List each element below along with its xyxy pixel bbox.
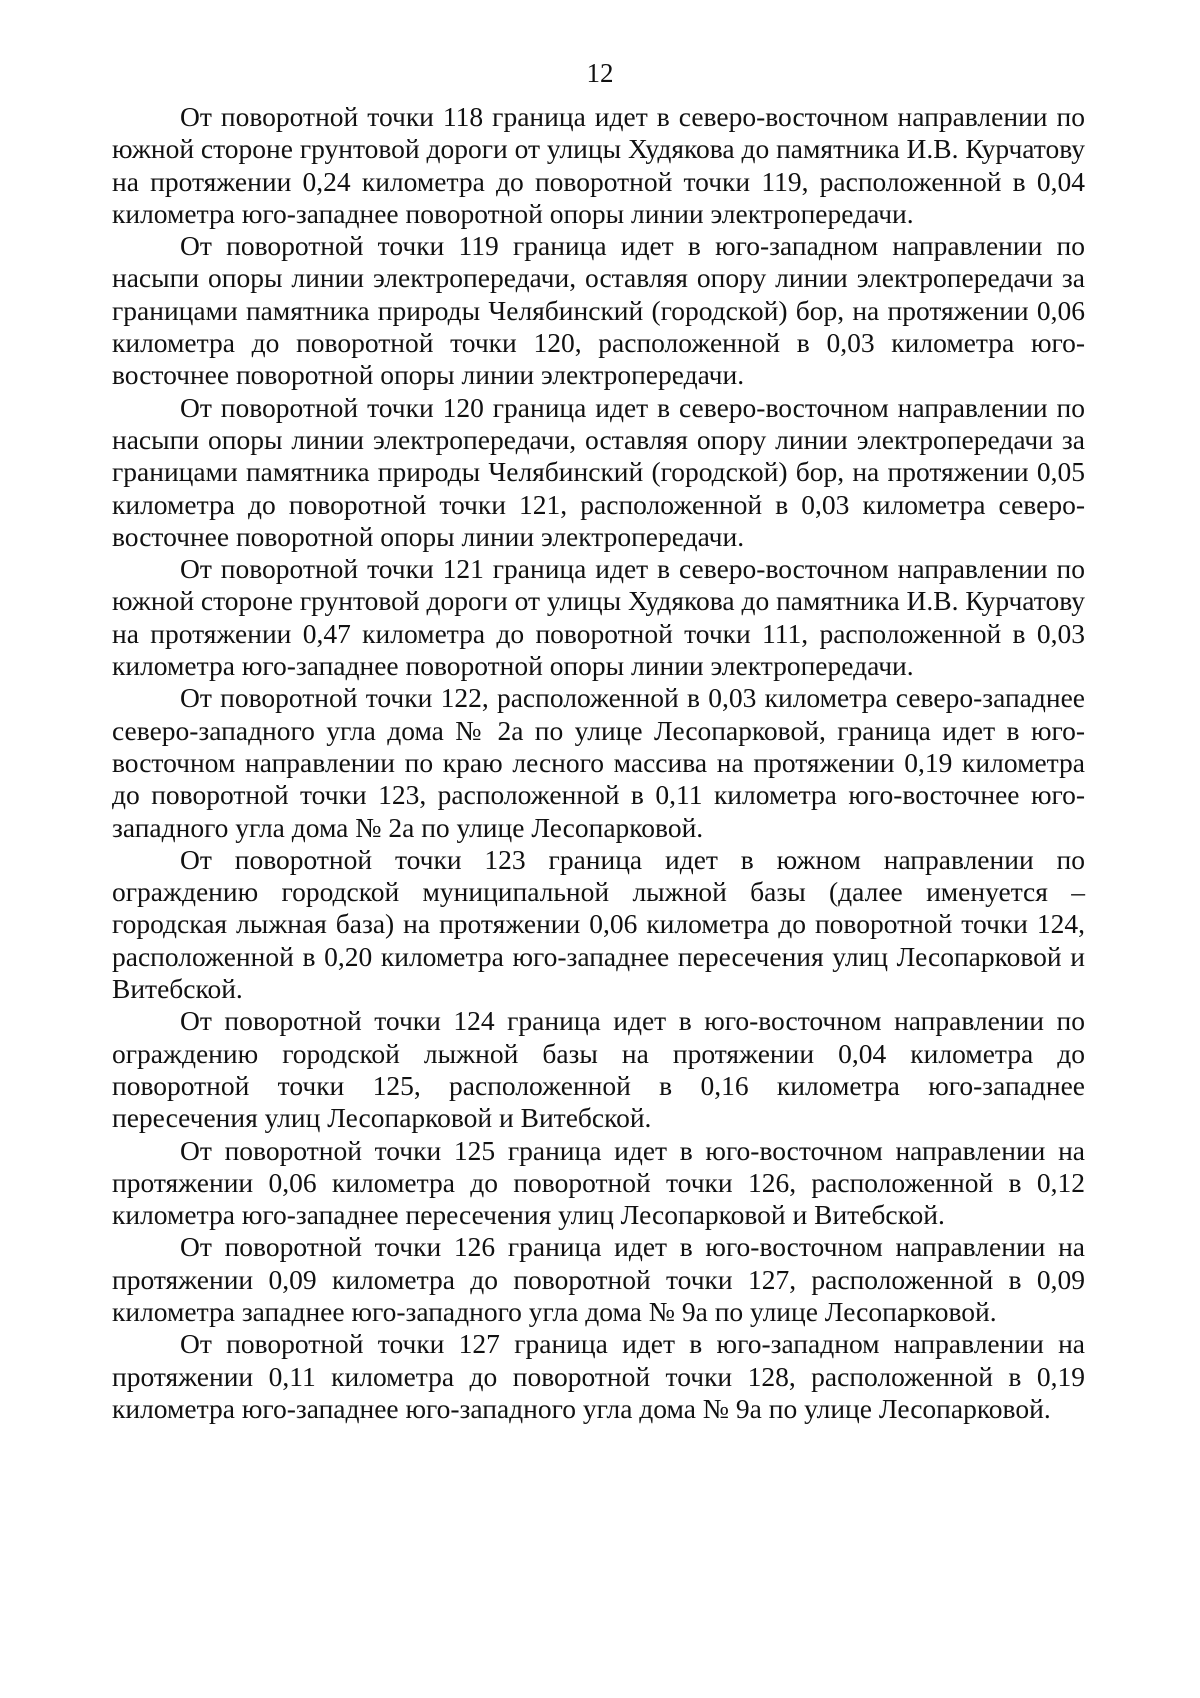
paragraph: От поворотной точки 118 граница идет в северо-восточном направлении по южной стороне грунтовой дороги от улицы Худякова до памятника И.В. Курчатову на протяжении 0,24 километра до поворотной точки 119, расположенной в 0,04 километра юго-западнее поворотной опоры линии электропередачи.	[112, 101, 1085, 229]
paragraph: От поворотной точки 122, расположенной в 0,03 километра северо-западнее северо-западного угла дома № 2а по улице Лесопарковой, граница идет в юго-восточном направлении по краю лесного массива на протяжении 0,19 километра до поворотной точки 123, расположенной в 0,11 километра юго-восточнее юго-западного угла дома № 2а по улице Лесопарковой.	[112, 682, 1085, 843]
paragraph: От поворотной точки 121 граница идет в северо-восточном направлении по южной стороне грунтовой дороги от улицы Худякова до памятника И.В. Курчатову на протяжении 0,47 километра до поворотной точки 111, расположенной в 0,03 километра юго-западнее поворотной опоры линии электропередачи.	[112, 553, 1085, 682]
paragraph: От поворотной точки 125 граница идет в юго-восточном направлении на протяжении 0,06 километра до поворотной точки 126, расположенной в 0,12 километра юго-западнее пересечения улиц Лесопарковой и Витебской.	[112, 1134, 1085, 1231]
paragraph: От поворотной точки 123 граница идет в южном направлении по ограждению городской муниципальной лыжной базы (далее именуется – городская лыжная база) на протяжении 0,06 километра до поворотной точки 124, расположенной в 0,20 километра юго-западнее пересечения улиц Лесопарковой и Витебской.	[112, 843, 1085, 1005]
paragraph: От поворотной точки 126 граница идет в юго-восточном направлении на протяжении 0,09 километра до поворотной точки 127, расположенной в 0,09 километра западнее юго-западного угла дома № 9а по улице Лесопарковой.	[112, 1231, 1085, 1327]
page-number: 12	[586, 58, 614, 88]
paragraph: От поворотной точки 124 граница идет в юго-восточном направлении по ограждению городской лыжной базы на протяжении 0,04 километра до поворотной точки 125, расположенной в 0,16 километра юго-западнее пересечения улиц Лесопарковой и Витебской.	[112, 1005, 1085, 1134]
paragraph: От поворотной точки 119 граница идет в юго-западном направлении по насыпи опоры линии электропередачи, оставляя опору линии электропередачи за границами памятника природы Челябинский (городской) бор, на протяжении 0,06 километра до поворотной точки 120, расположенной в 0,03 километра юго-восточнее поворотной опоры линии электропередачи.	[112, 230, 1085, 391]
paragraph: От поворотной точки 120 граница идет в северо-восточном направлении по насыпи опоры линии электропередачи, оставляя опору линии электропередачи за границами памятника природы Челябинский (городской) бор, на протяжении 0,05 километра до поворотной точки 121, расположенной в 0,03 километра северо-восточнее поворотной опоры линии электропередачи.	[112, 391, 1085, 552]
paragraph: От поворотной точки 127 граница идет в юго-западном направлении на протяжении 0,11 километра до поворотной точки 128, расположенной в 0,19 километра юго-западнее юго-западного угла дома № 9а по улице Лесопарковой.	[112, 1328, 1085, 1424]
document-body	[112, 101, 1085, 1425]
